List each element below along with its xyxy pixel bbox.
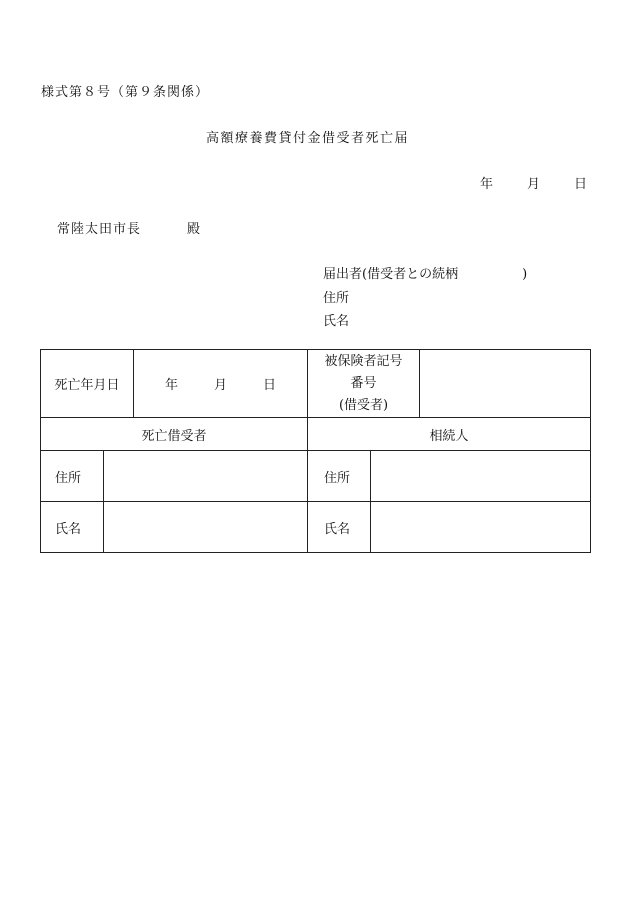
heir-header: 相続人 xyxy=(308,418,591,451)
insured-number-line2: 番号 xyxy=(350,375,377,391)
notifier-block xyxy=(323,263,527,334)
insured-number-label xyxy=(308,350,420,418)
deceased-address-field[interactable] xyxy=(104,451,308,502)
date-year-label: 年 xyxy=(480,177,494,192)
insured-number-line3: (借受者) xyxy=(338,397,389,413)
date-month-label: 月 xyxy=(527,177,541,192)
table-row xyxy=(41,451,591,502)
death-date-label: 死亡年月日 xyxy=(41,350,134,418)
notifier-relationship-row xyxy=(323,263,527,287)
death-date-month: 月 xyxy=(214,378,228,393)
deceased-header: 死亡借受者 xyxy=(41,418,308,451)
notifier-address-label: 住所 xyxy=(323,290,350,306)
table-row xyxy=(41,418,591,451)
insured-number-line1: 被保険者記号 xyxy=(324,353,403,369)
form-number: 様式第８号（第９条関係） xyxy=(41,85,210,100)
death-notice-table xyxy=(40,349,591,553)
date-day-label: 日 xyxy=(574,177,588,192)
insured-number-field[interactable] xyxy=(420,350,591,418)
table-row xyxy=(41,350,591,418)
heir-address-label: 住所 xyxy=(308,451,371,502)
death-date-year: 年 xyxy=(164,378,178,393)
notifier-name-label: 氏名 xyxy=(323,314,350,329)
table-row xyxy=(41,502,591,553)
deceased-name-label: 氏名 xyxy=(41,502,104,553)
death-date-field[interactable] xyxy=(134,350,308,418)
date-line xyxy=(480,173,587,192)
notifier-label: 届出者(借受者との続柄 xyxy=(323,267,459,282)
document-title: 高額療養費貸付金借受者死亡届 xyxy=(206,131,410,146)
notifier-relationship-close: ) xyxy=(522,267,528,282)
deceased-address-label: 住所 xyxy=(41,451,104,502)
heir-address-field[interactable] xyxy=(371,451,591,502)
deceased-name-field[interactable] xyxy=(104,502,308,553)
addressee-honorific: 殿 xyxy=(187,222,202,237)
heir-name-label: 氏名 xyxy=(308,502,371,553)
heir-name-field[interactable] xyxy=(371,502,591,553)
death-date-day: 日 xyxy=(263,378,277,393)
addressee xyxy=(57,218,201,237)
addressee-name: 常陸太田市長 xyxy=(57,222,142,237)
